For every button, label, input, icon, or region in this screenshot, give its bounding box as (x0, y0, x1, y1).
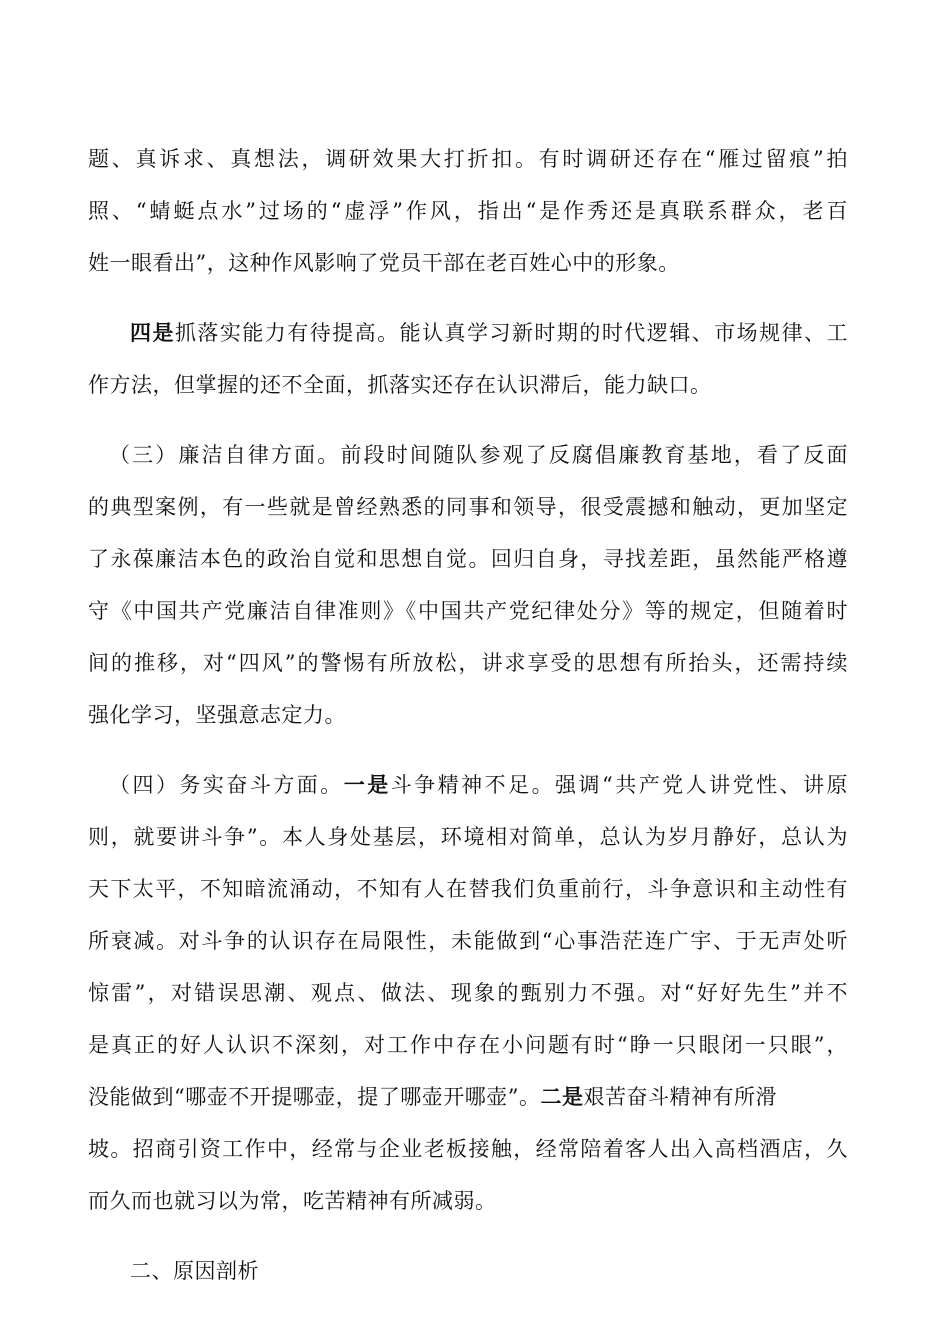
text-run: 抓落实能力有待提高。能认真学习新时期的时代逻辑、市场规律、工 (174, 321, 848, 345)
paragraph-implementation-ability (88, 307, 848, 411)
text-line: 强化学习，坚强意志定力。 (88, 703, 346, 727)
text-line: 惊雷”，对错误思潮、观点、做法、现象的甄别力不强。对“好好先生”并不 (88, 981, 848, 1005)
paragraph-integrity-self-discipline (88, 429, 848, 741)
section-heading: 二、原因剖析 (130, 1259, 259, 1283)
text-line: 的典型案例，有一些就是曾经熟悉的同事和领导，很受震撼和触动，更加坚定 (88, 495, 848, 519)
text-line: 作方法，但掌握的还不全面，抓落实还存在认识滞后，能力缺口。 (88, 373, 712, 397)
text-line: 间的推移，对“四风”的警惕有所放松，讲求享受的思想有所抬头，还需持续 (88, 651, 848, 675)
text-line (88, 759, 848, 811)
text-line: 则，就要讲斗争”。本人身处基层，环境相对简单，总认为岁月静好，总认为 (88, 825, 848, 849)
bold-lead: 四是 (130, 320, 175, 345)
section-heading-cause-analysis (88, 1245, 848, 1297)
bold-lead: 一是 (343, 772, 391, 797)
text-line: 题、真诉求、真想法，调研效果大打折扣。有时调研还存在“雁过留痕”拍 (88, 147, 848, 171)
text-line: 坡。招商引资工作中，经常与企业老板接触，经常陪着客人出入高档酒店，久 (88, 1137, 848, 1161)
text-line: 了永葆廉洁本色的政治自觉和思想自觉。回归自身，寻找差距，虽然能严格遵 (88, 547, 848, 571)
text-line: 天下太平，不知暗流涌动，不知有人在替我们负重前行，斗争意识和主动性有 (88, 877, 848, 901)
text-line (88, 1071, 848, 1123)
text-line: 是真正的好人认识不深刻，对工作中存在小问题有时“睁一只眼闭一只眼”， (88, 1033, 848, 1057)
text-line: （三）廉洁自律方面。前段时间随队参观了反腐倡廉教育基地，看了反面 (109, 443, 848, 467)
text-line: 照、“蜻蜓点水”过场的“虚浮”作风，指出“是作秀还是真联系群众，老百 (88, 199, 848, 223)
document-body (88, 133, 848, 1297)
text-line: 姓一眼看出”，这种作风影响了党员干部在老百姓心中的形象。 (88, 251, 680, 275)
text-run: （四）务实奋斗方面。 (109, 773, 344, 797)
text-line (88, 307, 848, 359)
text-line: 而久而也就习以为常，吃苦精神有所减弱。 (88, 1189, 497, 1213)
paragraph-research-style (88, 133, 848, 289)
text-run: 艰苦奋斗精神有所滑 (583, 1085, 777, 1109)
bold-lead: 二是 (540, 1084, 584, 1109)
paragraph-pragmatic-struggle (88, 759, 848, 1227)
text-line: 守《中国共产党廉洁自律准则》《中国共产党纪律处分》等的规定，但随着时 (88, 599, 848, 623)
text-line: 所衰减。对斗争的认识存在局限性，未能做到“心事浩茫连广宇、于无声处听 (88, 929, 848, 953)
text-run: 没能做到“哪壶不开提哪壶，提了哪壶开哪壶”。 (88, 1085, 541, 1109)
text-run: 斗争精神不足。强调“共产党人讲党性、讲原 (390, 773, 849, 797)
